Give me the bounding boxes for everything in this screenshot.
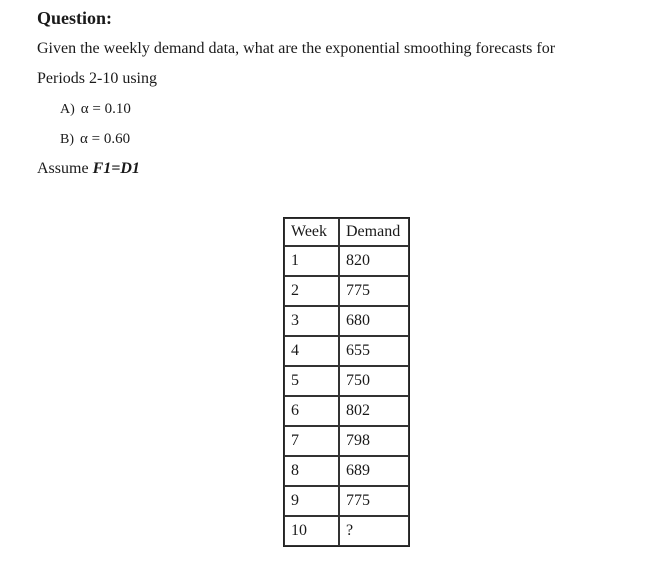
cell-week: 2 bbox=[284, 276, 339, 306]
table-row bbox=[284, 336, 409, 366]
cell-demand: 750 bbox=[339, 366, 409, 396]
cell-week: 10 bbox=[284, 516, 339, 546]
header-week: Week bbox=[284, 218, 339, 246]
table-row bbox=[284, 366, 409, 396]
option-b bbox=[60, 130, 130, 148]
table-row bbox=[284, 426, 409, 456]
table-row bbox=[284, 456, 409, 486]
assumption-prefix: Assume bbox=[37, 160, 93, 177]
cell-week: 6 bbox=[284, 396, 339, 426]
cell-week: 4 bbox=[284, 336, 339, 366]
cell-demand: ? bbox=[339, 516, 409, 546]
table-header-row bbox=[284, 218, 409, 246]
cell-demand: 775 bbox=[339, 486, 409, 516]
option-a bbox=[60, 100, 131, 118]
table-row bbox=[284, 516, 409, 546]
table-row bbox=[284, 276, 409, 306]
assumption-equation: F1=D1 bbox=[92, 160, 140, 177]
header-demand: Demand bbox=[339, 218, 409, 246]
cell-week: 8 bbox=[284, 456, 339, 486]
cell-week: 9 bbox=[284, 486, 339, 516]
cell-demand: 798 bbox=[339, 426, 409, 456]
cell-demand: 680 bbox=[339, 306, 409, 336]
cell-week: 3 bbox=[284, 306, 339, 336]
demand-table bbox=[283, 217, 410, 547]
table-row bbox=[284, 396, 409, 426]
cell-week: 5 bbox=[284, 366, 339, 396]
cell-demand: 820 bbox=[339, 246, 409, 276]
option-b-value: α = 0.60 bbox=[80, 131, 131, 147]
cell-demand: 689 bbox=[339, 456, 409, 486]
cell-week: 7 bbox=[284, 426, 339, 456]
assumption bbox=[37, 160, 140, 178]
option-b-letter: B) bbox=[60, 132, 74, 147]
cell-week: 1 bbox=[284, 246, 339, 276]
question-heading: Question: bbox=[37, 8, 113, 28]
cell-demand: 655 bbox=[339, 336, 409, 366]
table-row bbox=[284, 306, 409, 336]
question-text-line-1: Given the weekly demand data, what are the exponential smoothing forecasts for bbox=[37, 40, 556, 57]
question-text-line-2: Periods 2-10 using bbox=[37, 70, 157, 87]
table-row bbox=[284, 246, 409, 276]
option-a-letter: A) bbox=[60, 102, 75, 117]
table-row bbox=[284, 486, 409, 516]
cell-demand: 775 bbox=[339, 276, 409, 306]
cell-demand: 802 bbox=[339, 396, 409, 426]
option-a-value: α = 0.10 bbox=[80, 101, 131, 117]
